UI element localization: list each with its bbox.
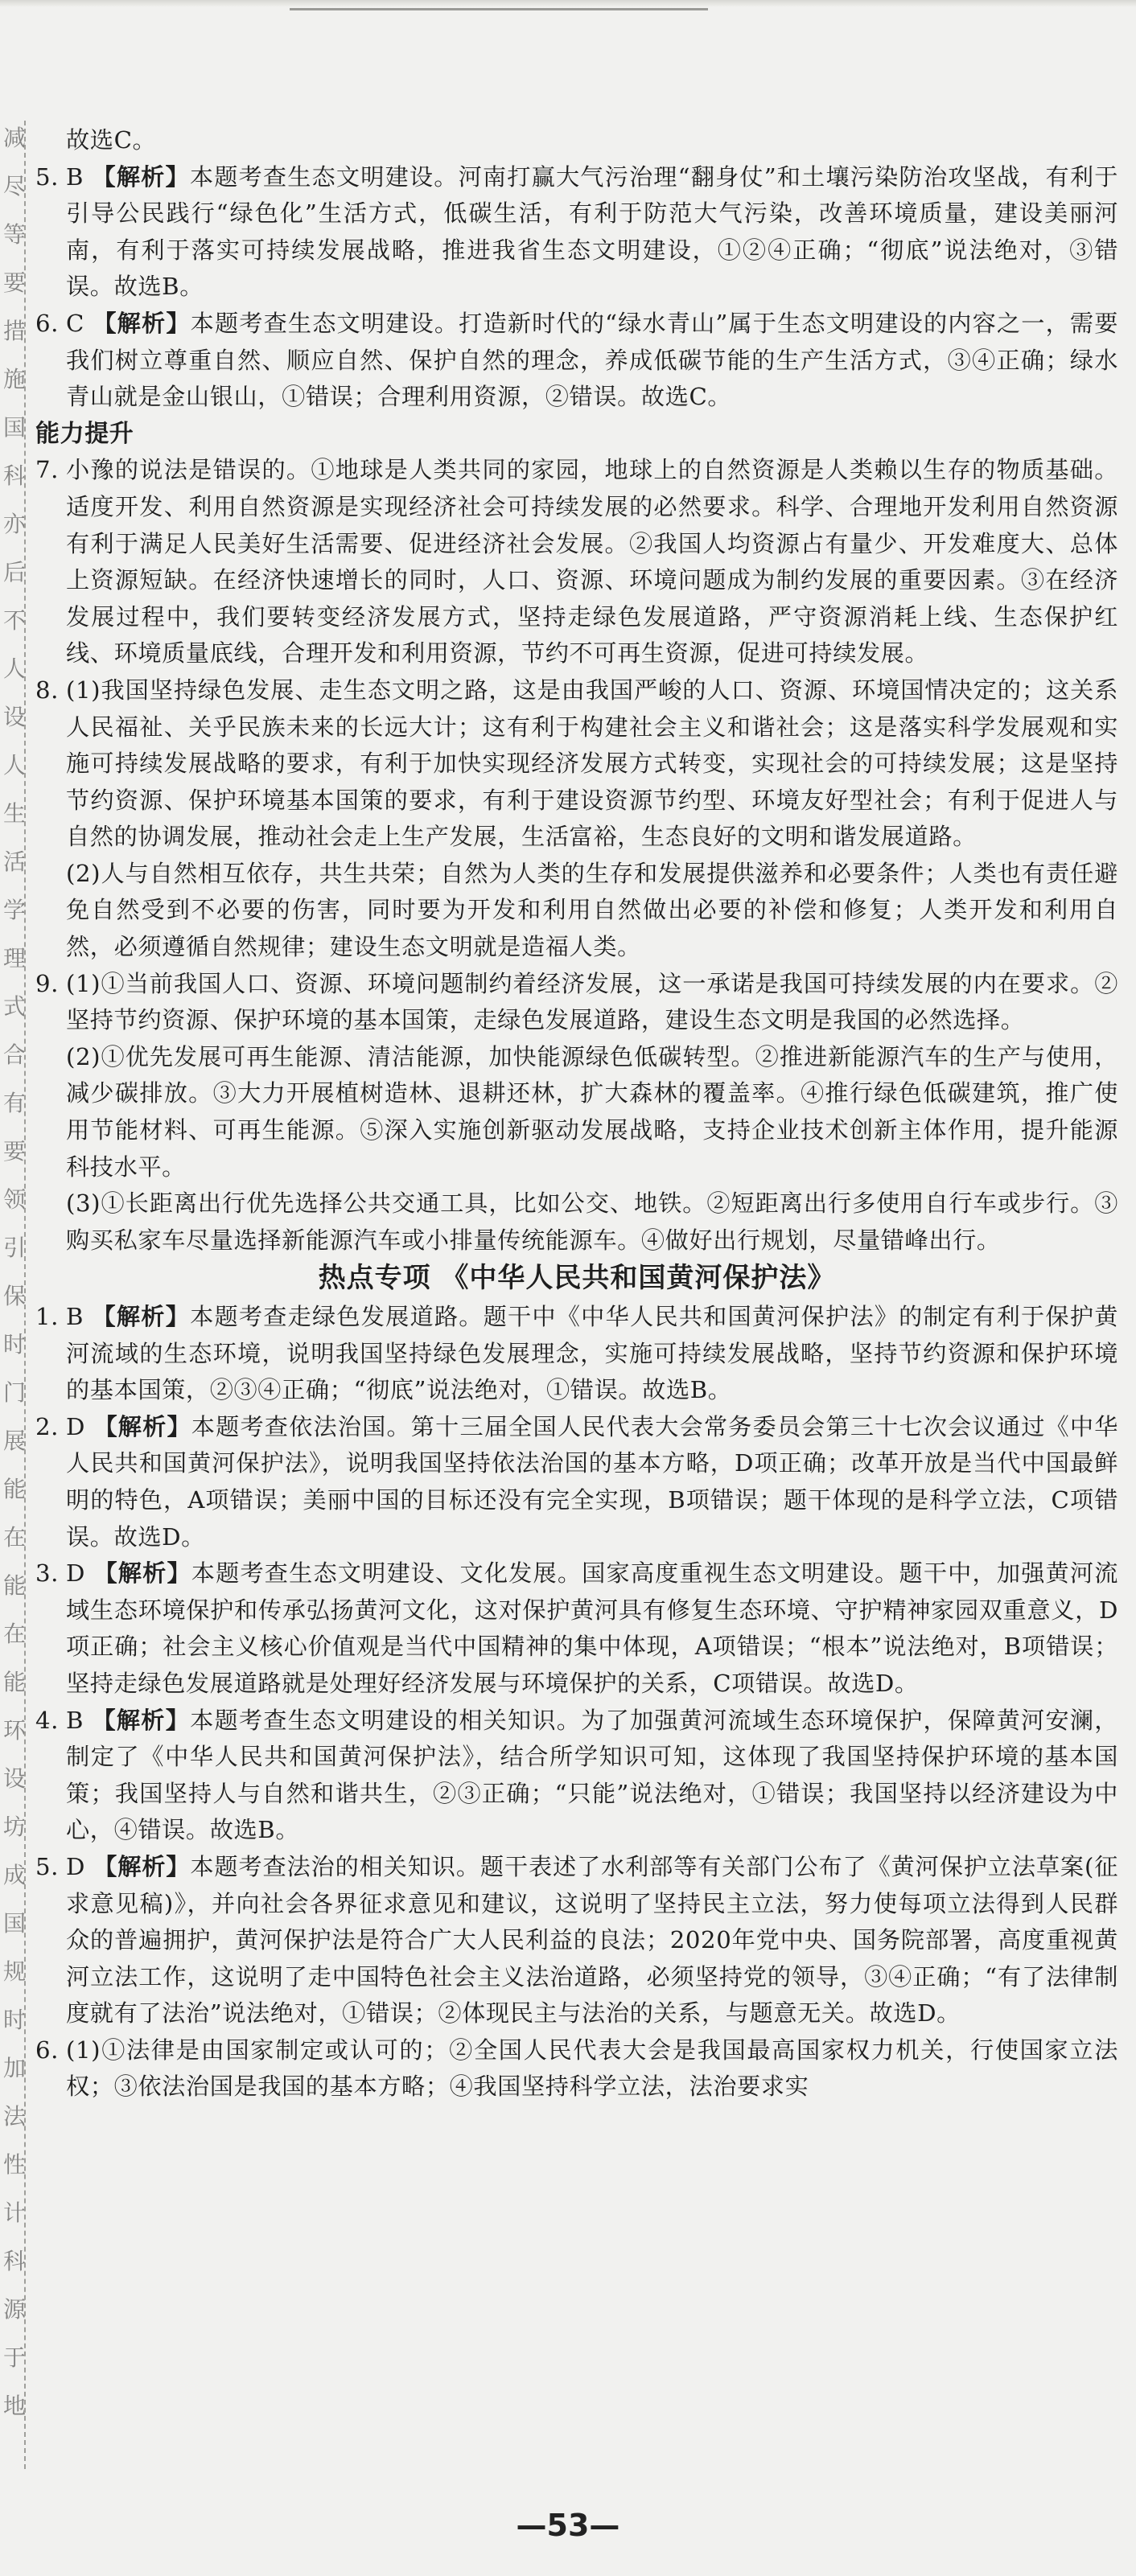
gutter-char: 等 (3, 221, 27, 248)
answer-item-8 (35, 672, 1118, 966)
answer-part-1: (1)①当前我国人口、资源、环境问题制约着经济发展，这一承诺是我国可持续发展的内在要求。②坚持节约资源、保护环境的基本国策，走绿色发展道路，建设生态文明是我国的必然选择。 (66, 969, 1118, 1034)
gutter-char: 规 (3, 1958, 27, 1985)
analysis-tag: 【解析】 (93, 309, 191, 337)
analysis-tag: 【解析】 (93, 1559, 191, 1588)
gutter-char: 理 (3, 945, 27, 972)
gutter-char: 合 (3, 1041, 27, 1068)
section-title: 热点专项 《中华人民共和国黄河保护法》 (318, 1262, 836, 1295)
item-number: 9. (35, 969, 60, 997)
answer-text: (1)①法律是由国家制定或认可的；②全国人民代表大会是我国最高国家权力机关，行使国家立法权；③依法治国是我国的基本方略；④我国坚持科学立法，法治要求实 (66, 2036, 1118, 2101)
hot-item-5 (35, 1849, 1118, 2032)
analysis-text: 本题考查依法治国。第十三届全国人民代表大会常务委员会第三十七次会议通过《中华人民共和国黄河保护法》，说明我国坚持依法治国的基本方略，D项正确；改革开放是当代中国最鲜明的特色，A项错误；美丽中国的目标还没有完全实现，B项错误；题干体现的是科学立法，C项错误。故选D。 (66, 1412, 1118, 1551)
gutter-char: 时 (3, 2007, 27, 2033)
gutter-char: 在 (3, 1621, 27, 1647)
gutter-char: 科 (3, 462, 27, 489)
answer-text: 小豫的说法是错误的。①地球是人类共同的家园，地球上的自然资源是人类赖以生存的物质基础。适度开发、利用自然资源是实现经济社会可持续发展的必然要求。科学、合理地开发利用自然资源有利于满足人民美好生活需要、促进经济社会发展。②我国人均资源占有量少、开发难度大、总体上资源短缺。在经济快速增长的同时，人口、资源、环境问题成为制约发展的重要因素。③在经济发展过程中，我们要转变经济发展方式，坚持走绿色发展道路，严守资源消耗上线、生态保护红线、环境质量底线，合理开发和利用资源，节约不可再生资源，促进可持续发展。 (66, 456, 1118, 668)
answer-item-6 (35, 306, 1118, 416)
gutter-char: 加 (3, 2055, 27, 2081)
answer-page-content (35, 122, 1118, 2106)
analysis-tag: 【解析】 (93, 1852, 191, 1880)
gutter-char: 成 (3, 1862, 27, 1888)
hot-item-4 (35, 1703, 1118, 1849)
answer-letter: D (66, 1559, 86, 1588)
gutter-char: 计 (3, 2200, 27, 2226)
analysis-text: 本题考查生态文明建设。打造新时代的“绿水青山”属于生态文明建设的内容之一，需要我们树立尊重自然、顺应自然、保护自然的理念，养成低碳节能的生产生活方式，③④正确；绿水青山就是金山银山，①错误；合理利用资源，②错误。故选C。 (66, 309, 1118, 411)
answer-item-5 (35, 159, 1118, 306)
gutter-char: 尽 (3, 173, 27, 199)
gutter-char: 学 (3, 897, 27, 923)
analysis-tag: 【解析】 (92, 1706, 191, 1734)
analysis-text: 本题考查生态文明建设、文化发展。国家高度重视生态文明建设。题干中，加强黄河流域生态环境保护和传承弘扬黄河文化，这对保护黄河具有修复生态环境、守护精神家园双重意义，D项正确；社会主义核心价值观是当代中国精神的集中体现，A项错误；“根本”说法绝对，B项错误；坚持走绿色发展道路就是处理好经济发展与环境保护的关系，C项错误。故选D。 (66, 1559, 1118, 1697)
item-number: 3. (35, 1559, 60, 1588)
analysis-text: 本题考查生态文明建设。河南打赢大气污治理“翻身仗”和土壤污染防治攻坚战，有利于引导公民践行“绿色化”生活方式，低碳生活，有利于防范大气污染，改善环境质量，建设美丽河南，有利于落实可持续发展战略，推进我省生态文明建设，①②④正确；“彻底”说法绝对，③错误。故选B。 (66, 162, 1118, 301)
gutter-char: 科 (3, 2248, 27, 2274)
ability-heading: 能力提升 (35, 419, 134, 448)
hot-item-1 (35, 1299, 1118, 1409)
gutter-char: 活 (3, 848, 27, 875)
gutter-char: 领 (3, 1186, 27, 1213)
gutter-char: 门 (3, 1379, 27, 1406)
answer-part-1: (1)我国坚持绿色发展、走生态文明之路，这是由我国严峻的人口、资源、环境国情决定的；这关系人民福祉、关乎民族未来的长远大计；这有利于构建社会主义和谐社会；这是落实科学发展观和实施可持续发展战略的要求，有利于加快实现经济发展方式转变，实现社会的可持续发展；这是坚持节约资源、保护环境基本国策的要求，有利于建设资源节约型、环境友好型社会；有利于促进人与自然的协调发展，推动社会走上生产发展，生活富裕，生态良好的文明和谐发展道路。 (66, 676, 1118, 851)
analysis-text: 本题考查法治的相关知识。题干表述了水利部等有关部门公布了《黄河保护立法草案(征求意见稿)》，并向社会各界征求意见和建议，这说明了坚持民主立法，努力使每项立法得到人民群众的普遍拥护，黄河保护法是符合广大人民利益的良法；2020年党中央、国务院部署，高度重视黄河立法工作，这说明了走中国特色社会主义法治道路，必须坚持党的领导，③④正确；“有了法律制度就有了法治”说法绝对，①错误；②体现民主与法治的关系，与题意无关。故选D。 (66, 1852, 1118, 2028)
gutter-char: 生 (3, 800, 27, 827)
gutter-char: 能 (3, 1669, 27, 1695)
gutter-char: 设 (3, 1765, 27, 1792)
answer-item-9 (35, 966, 1118, 1259)
answer-part-2: (2)人与自然相互依存，共生共荣；自然为人类的生存和发展提供滋养和必要条件；人类也有责任避免自然受到不必要的伤害，同时要为开发和利用自然做出必要的补偿和修复；人类开发和利用自然，必须遵循自然规律；建设生态文明就是造福人类。 (66, 859, 1118, 961)
left-gutter-bleed (0, 121, 27, 2453)
top-rule-line (290, 8, 708, 10)
item-number: 5. (35, 162, 60, 191)
item-number: 1. (35, 1303, 60, 1330)
gutter-char: 施 (3, 366, 27, 392)
gutter-char: 人 (3, 752, 27, 779)
gutter-char: 引 (3, 1235, 27, 1261)
gutter-char: 减 (3, 125, 27, 151)
binding-dashed-line (24, 121, 26, 2469)
gutter-char: 时 (3, 1331, 27, 1358)
top-shadow (0, 0, 1136, 6)
page-number: —53— (516, 2508, 620, 2543)
gutter-char: 不 (3, 607, 27, 634)
item-number: 7. (35, 456, 60, 484)
answer-letter: D (66, 1412, 86, 1440)
gutter-char: 源 (3, 2296, 27, 2323)
analysis-tag: 【解析】 (93, 1412, 191, 1440)
answer-part-3: (3)①长距离出行优先选择公共交通工具，比如公交、地铁。②短距离出行多使用自行车或步行。③购买私家车尽量选择新能源汽车或小排量传统能源车。④做好出行规划，尽量错峰出行。 (66, 1189, 1118, 1254)
gutter-char: 性 (3, 2151, 27, 2178)
gutter-char: 坊 (3, 1814, 27, 1840)
hot-item-6 (35, 2032, 1118, 2106)
gutter-char: 于 (3, 2344, 27, 2371)
gutter-char: 后 (3, 559, 27, 585)
item-number: 6. (35, 2036, 60, 2064)
gutter-char: 环 (3, 1717, 27, 1744)
answer-letter: B (66, 1706, 84, 1734)
answer-part-2: (2)①优先发展可再生能源、清洁能源，加快能源绿色低碳转型。②推进新能源汽车的生产与使用，减少碳排放。③大力开展植树造林、退耕还林，扩大森林的覆盖率。④推行绿色低碳建筑，推广使用节能材料、可再生能源。⑤深入实施创新驱动发展战略，支持企业技术创新主体作用，提升能源科技水平。 (66, 1042, 1118, 1181)
answer-item-7 (35, 452, 1118, 672)
gutter-char: 在 (3, 1524, 27, 1551)
gutter-char: 展 (3, 1428, 27, 1454)
gutter-char: 要 (3, 269, 27, 296)
hot-item-2 (35, 1409, 1118, 1555)
gutter-char: 要 (3, 1138, 27, 1165)
hot-item-3 (35, 1555, 1118, 1702)
gutter-char: 国 (3, 1910, 27, 1937)
gutter-char: 法 (3, 2103, 27, 2130)
answer-letter: D (66, 1852, 86, 1880)
gutter-char: 亦 (3, 511, 27, 537)
gutter-char: 人 (3, 655, 27, 682)
item-number: 8. (35, 676, 60, 704)
answer-letter: B (66, 162, 84, 191)
gutter-char: 能 (3, 1572, 27, 1599)
item-number: 2. (35, 1412, 60, 1440)
analysis-tag: 【解析】 (92, 1303, 191, 1330)
item-number: 6. (35, 309, 60, 337)
item-number: 5. (35, 1852, 60, 1880)
item-number: 4. (35, 1706, 60, 1734)
gutter-char: 设 (3, 704, 27, 730)
gutter-char: 能 (3, 1476, 27, 1502)
answer-letter: B (66, 1303, 84, 1330)
gutter-char: 国 (3, 414, 27, 441)
answer-letter: C (66, 309, 84, 337)
gutter-char: 保 (3, 1283, 27, 1309)
gutter-char: 地 (3, 2393, 27, 2419)
lead-line: 故选C。 (66, 126, 157, 154)
gutter-char: 措 (3, 318, 27, 344)
gutter-char: 有 (3, 1090, 27, 1116)
gutter-char: 式 (3, 993, 27, 1020)
analysis-text: 本题考查生态文明建设的相关知识。为了加强黄河流域生态环境保护，保障黄河安澜，制定了《中华人民共和国黄河保护法》，结合所学知识可知，这体现了我国坚持保护环境的基本国策；我国坚持人与自然和谐共生，②③正确；“只能”说法绝对，①错误；我国坚持以经济建设为中心，④错误。故选B。 (66, 1706, 1118, 1844)
analysis-tag: 【解析】 (92, 162, 190, 191)
analysis-text: 本题考查走绿色发展道路。题干中《中华人民共和国黄河保护法》的制定有利于保护黄河流域的生态环境，说明我国坚持绿色发展理念，实施可持续发展战略，坚持节约资源和保护环境的基本国策，②③④正确；“彻底”说法绝对，①错误。故选B。 (66, 1303, 1118, 1404)
